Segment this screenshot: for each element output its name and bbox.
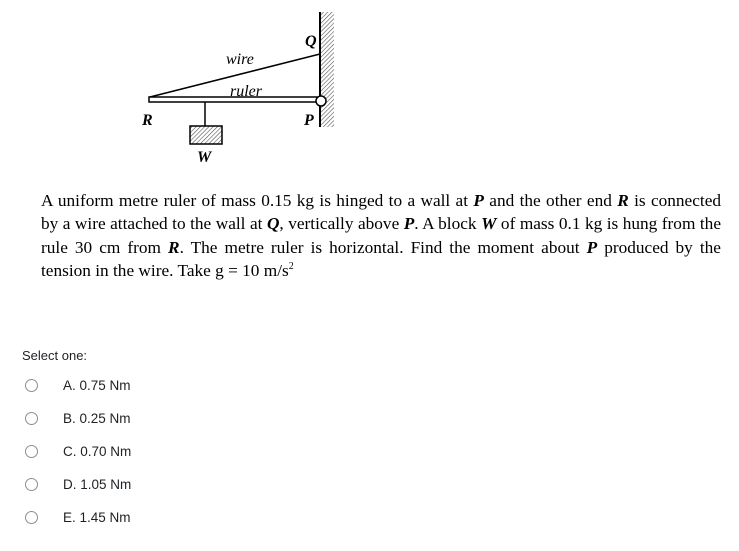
label-w: W: [197, 149, 212, 166]
question-part: is connected by a wire attached to the wall at: [41, 191, 722, 234]
answer-option-e[interactable]: [25, 506, 131, 528]
answer-option-a[interactable]: [25, 374, 131, 396]
answer-option-d[interactable]: [25, 473, 131, 495]
question-symbol: R: [617, 191, 629, 210]
radio-button[interactable]: [25, 445, 38, 458]
question-part: produced by the tension in the wire. Take g = 10 m/s: [41, 237, 721, 280]
question-symbol: Q: [266, 214, 280, 234]
question-part: . The metre ruler is horizontal. Find the moment about: [179, 237, 587, 257]
answer-option-b[interactable]: [25, 407, 131, 429]
question-symbol: P: [473, 191, 484, 210]
answer-label: C. 0.70 Nm: [63, 443, 132, 459]
question-part: of mass 0.1 kg is hung from the rule 30 cm from: [41, 214, 721, 257]
question-symbol: P: [403, 214, 415, 234]
radio-button[interactable]: [25, 412, 38, 425]
block-w: [190, 126, 222, 144]
hinge-p: [316, 96, 326, 106]
label-ruler: ruler: [230, 83, 262, 100]
answer-label: D. 1.05 Nm: [63, 476, 132, 492]
select-one-label: Select one:: [22, 348, 88, 363]
answer-label: B. 0.25 Nm: [63, 410, 131, 426]
question-part: and the other end: [483, 191, 618, 210]
label-p: P: [304, 112, 314, 129]
answer-label: E. 1.45 Nm: [63, 509, 131, 525]
question-text: [41, 189, 721, 282]
question-symbol: R: [168, 237, 180, 257]
question-part: A uniform metre ruler of mass 0.15 kg is hinged to a wall at: [41, 191, 474, 210]
label-wire: wire: [226, 51, 254, 68]
answer-label: A. 0.75 Nm: [63, 377, 131, 393]
physics-diagram: [0, 0, 739, 180]
label-r: R: [142, 112, 153, 129]
question-part: , vertically above: [279, 214, 404, 234]
question-symbol: P: [586, 237, 598, 257]
question-symbol: W: [481, 214, 497, 234]
answer-option-c[interactable]: [25, 440, 131, 462]
question-superscript: 2: [288, 261, 294, 273]
wall-hatching: [320, 12, 334, 127]
radio-button[interactable]: [25, 511, 38, 524]
question-part: . A block: [414, 214, 482, 234]
radio-button[interactable]: [25, 379, 38, 392]
radio-button[interactable]: [25, 478, 38, 491]
label-q: Q: [305, 33, 317, 50]
